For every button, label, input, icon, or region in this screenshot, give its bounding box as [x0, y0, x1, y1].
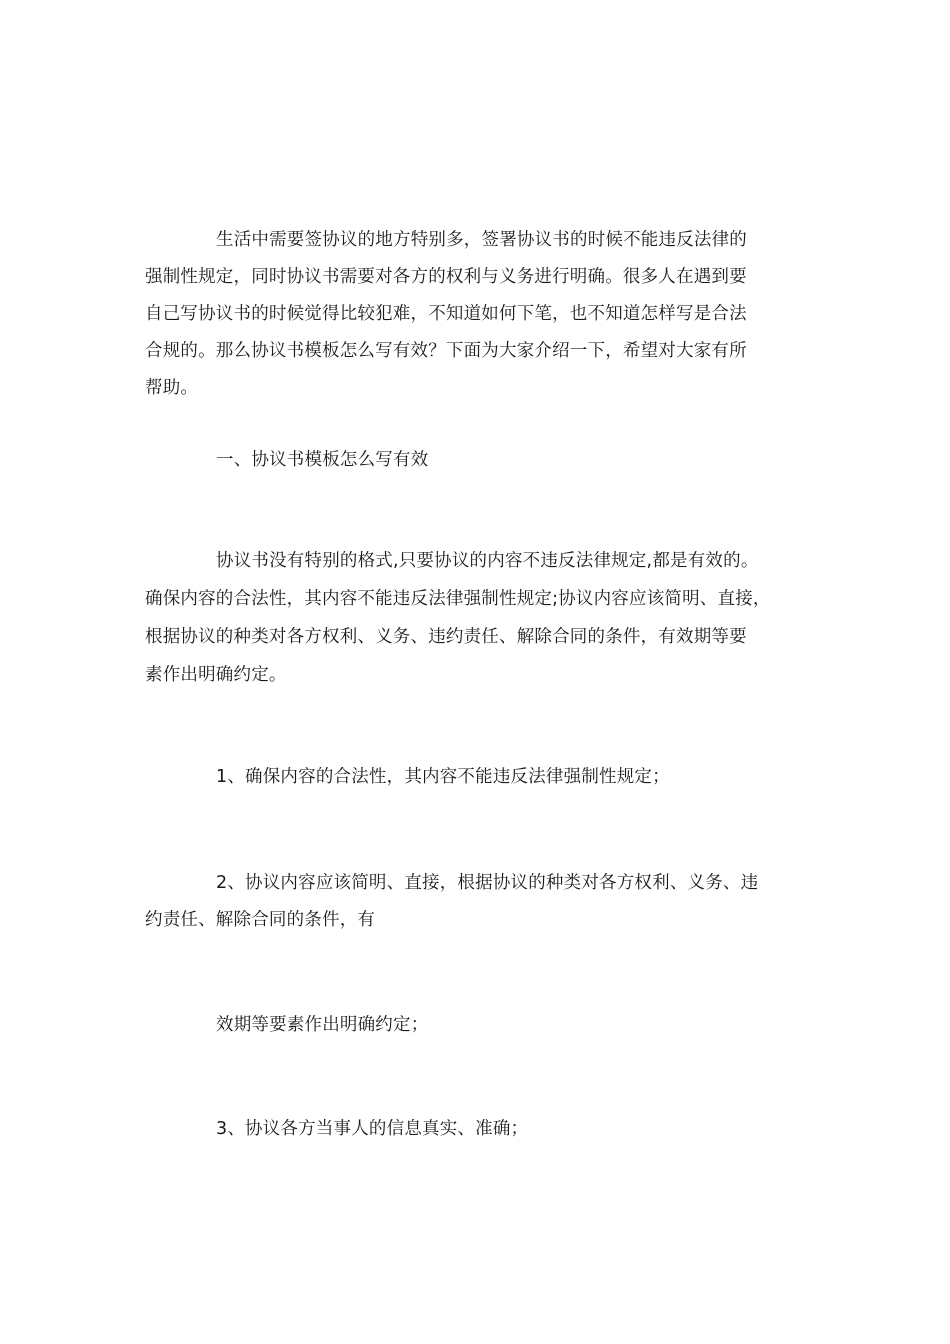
section-body-line-2: 确保内容的合法性，其内容不能违反法律强制性规定;协议内容应该简明、直接， — [145, 589, 771, 609]
list-item-2-line-2: 约责任、解除合同的条件，有 — [145, 910, 376, 930]
section-body-line-1: 协议书没有特别的格式,只要协议的内容不违反法律规定,都是有效的。 — [216, 551, 759, 571]
intro-line-5: 帮助。 — [145, 378, 199, 398]
section-body-line-4: 素作出明确约定。 — [145, 665, 287, 685]
section-heading: 一、协议书模板怎么写有效 — [216, 450, 429, 470]
section-body-line-3: 根据协议的种类对各方权利、义务、违约责任、解除合同的条件，有效期等要 — [145, 627, 747, 647]
list-item-2-line-1: 2、协议内容应该简明、直接，根据协议的种类对各方权利、义务、违 — [216, 873, 759, 893]
list-item-3: 3、协议各方当事人的信息真实、准确； — [216, 1119, 529, 1139]
intro-line-3: 自己写协议书的时候觉得比较犯难，不知道如何下笔，也不知道怎样写是合法 — [145, 304, 747, 324]
list-item-2-continued: 效期等要素作出明确约定； — [216, 1015, 429, 1035]
intro-line-1: 生活中需要签协议的地方特别多，签署协议书的时候不能违反法律的 — [216, 230, 747, 250]
intro-line-2: 强制性规定，同时协议书需要对各方的权利与义务进行明确。很多人在遇到要 — [145, 267, 747, 287]
intro-line-4: 合规的。那么协议书模板怎么写有效？下面为大家介绍一下，希望对大家有所 — [145, 341, 747, 361]
list-item-1: 1、确保内容的合法性，其内容不能违反法律强制性规定； — [216, 767, 670, 787]
